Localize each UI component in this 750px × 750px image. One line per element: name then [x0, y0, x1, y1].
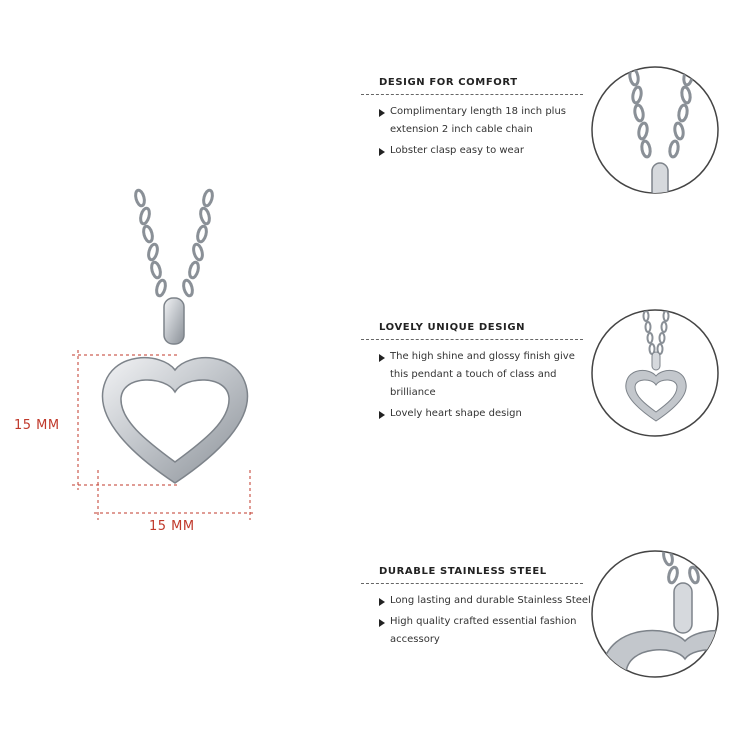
feature-bullet: Lobster clasp easy to wear [379, 142, 594, 160]
feature-bullet: Complimentary length 18 inch plus extension 2 inch cable chain [379, 103, 594, 139]
triangle-right-icon [379, 354, 385, 362]
triangle-right-icon [379, 109, 385, 117]
chain-right [182, 189, 214, 297]
dashed-divider [361, 583, 583, 584]
width-dimension-label: 15 MM [149, 519, 195, 534]
triangle-right-icon [379, 148, 385, 156]
detail-chain-closeup [590, 65, 720, 195]
feature-bullet: The high shine and glossy finish give this pendant a touch of class and brilliance [379, 348, 594, 402]
chain-left [134, 189, 167, 297]
feature-bullet: Lovely heart shape design [379, 405, 594, 423]
dashed-divider [361, 94, 583, 95]
feature-design-for-comfort [361, 77, 601, 163]
triangle-right-icon [379, 411, 385, 419]
heart-pendant [102, 358, 247, 483]
feature-title: LOVELY UNIQUE DESIGN [379, 322, 526, 333]
pendant-bail [164, 298, 184, 344]
feature-title: DESIGN FOR COMFORT [379, 77, 518, 88]
dashed-divider [361, 339, 583, 340]
triangle-right-icon [379, 619, 385, 627]
feature-lovely-unique-design [361, 322, 601, 426]
detail-pendant-full [590, 308, 720, 438]
triangle-right-icon [379, 598, 385, 606]
feature-durable-stainless-steel [361, 566, 601, 652]
detail-heart-closeup [590, 549, 720, 679]
feature-bullet: High quality crafted essential fashion accessory [379, 613, 594, 649]
pendant-main-image [0, 170, 330, 560]
feature-title: DURABLE STAINLESS STEEL [379, 566, 547, 577]
height-dimension-label: 15 MM [14, 418, 60, 433]
feature-bullet: Long lasting and durable Stainless Steel [379, 592, 594, 610]
